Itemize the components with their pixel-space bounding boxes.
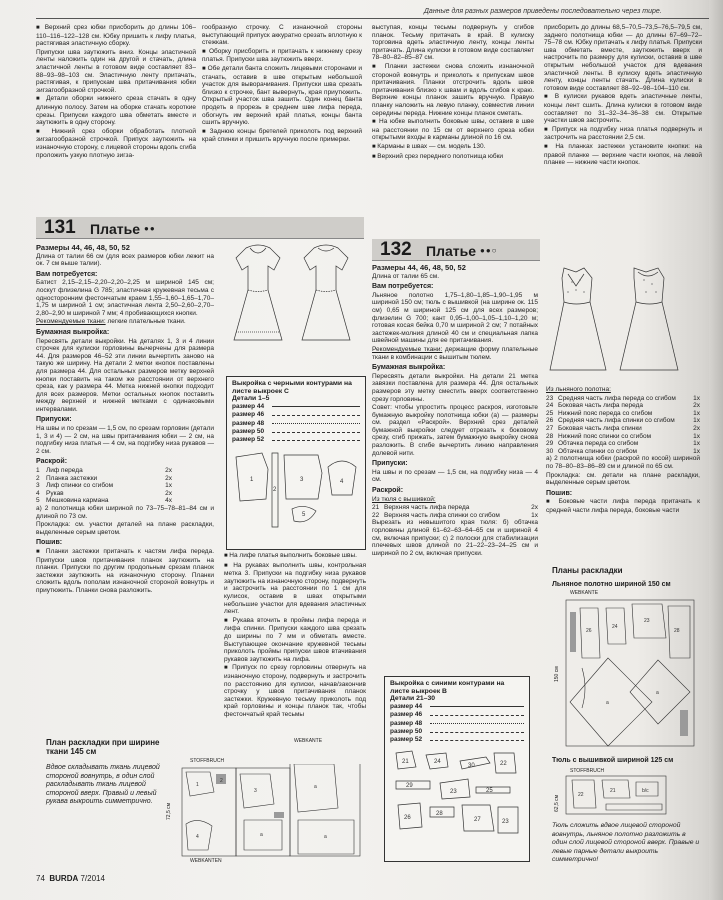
col1-p2: Припуски шва заутюжить вниз. Концы эластичной ленты наложить один на другой и стачать, длина эластичной ленты в готовом виде составляет 83–88–93–98–103 см. Эластичную ленту притачать, растягивая, к припускам шва притачивания юбки зигзагообразной строчкой.	[36, 48, 196, 94]
part-qty: 2x	[531, 504, 538, 512]
model-132-number: 132	[380, 239, 412, 260]
plan-label-edge: WEBKANTE	[294, 738, 323, 744]
size-line-50	[390, 728, 524, 736]
plan2-label-side: 62,5 см	[554, 794, 560, 812]
part-num: 29	[546, 440, 554, 448]
m132-plan2	[552, 768, 696, 818]
part-text: Верхняя часть лифа переда	[384, 504, 470, 512]
size-label: размер 48	[232, 419, 265, 427]
svg-text:26: 26	[404, 814, 411, 821]
size-line-52	[390, 736, 524, 744]
header-rule	[36, 18, 711, 19]
part-text: Лиф переда	[46, 467, 83, 475]
part-num: 4	[36, 489, 40, 497]
col3-p4: ■ Карманы в швах — см. модель 130.	[372, 143, 534, 152]
m132-plan1	[552, 590, 696, 750]
svg-text:3: 3	[300, 476, 304, 483]
part-num: 24	[546, 402, 554, 410]
part-qty: 1x	[693, 447, 700, 455]
model-132-difficulty: ●●○	[480, 246, 498, 255]
svg-text:a: a	[260, 832, 263, 838]
m131-pattern: Пересвять детали выкройки. На деталях 1, 3 и 4 линии строчек для кулиски горловины вычерчены для размера 44. Для размеров 46–52 эти линии вычертить заново на такую же ширину. На детали 2 метки кнопок поставлены для размера 44. Для остальных размеров метку верхней кнопки поставить на таком же расстоянии от верхнего среза, как у размера 44. Метка нижней кнопки подходит для всех размеров. Метки остальных кнопок поставить между верхней и нижней метками с одинаковыми интервалами.	[36, 337, 214, 413]
svg-text:3: 3	[254, 788, 257, 794]
svg-text:28: 28	[674, 628, 680, 634]
m131-part	[36, 482, 172, 490]
part-text: Нижний пояс переда со сгибом	[558, 409, 653, 417]
part-text: Боковая часть лифа спинки	[558, 424, 642, 432]
part-num: 22	[372, 511, 380, 519]
col4-p4: ■ На планках застежки установите кнопки: на правой планке — верхние части кнопок, на левой планке — нижние части кнопок.	[544, 143, 702, 167]
m132-tip: Совет: чтобы упростить процесс раскроя, изготовьте бумажную выкройку полотнища юбки (а) — размеры см. раздел «Раскрой». Верхний срез деталей бумажной выкройки следует отрезать к боковому срезу, сгиб прижать, затем бумажную выкройку снова разложить. В сгибе вычертить линию направления долевой нити.	[372, 404, 538, 457]
m131-part	[36, 467, 172, 475]
plan1-label-top: WEBKANTE	[570, 590, 599, 596]
m131-pieces-diagram	[232, 447, 360, 537]
part-qty: 2x	[165, 489, 172, 497]
m132-linen-head: Из льняного полотна:	[546, 386, 611, 393]
part-text: Обтачка спинки со сгибом	[558, 447, 638, 455]
svg-text:23: 23	[450, 788, 457, 795]
m132-rec: держащие форму плательные ткани в комбинации с вышитым тюлем.	[372, 345, 538, 361]
size-label: размер 50	[232, 428, 265, 435]
col3-p1: выступая, концы тесьмы подвернуть у сгибов планок. Тесьму притачать в край. В кулиску торговина вдеть эластичную ленту, концы ленты притачать. Длина кулиски в готовом виде составляет 78–80–82–85–87 см.	[372, 24, 534, 62]
model-132-header	[372, 239, 540, 261]
model-132-col-a	[372, 264, 538, 664]
model-132-col-b	[546, 386, 700, 562]
col4-p3: ■ Припуск на подгибку низа платья подвернуть и застрочить на расстоянии 2,5 см.	[544, 126, 702, 142]
m131-sew2-4: ■ Припуск по срезу горловины отвернуть на изнаночную сторону, подвернуть и застрочить по расстоянию для кулиски, начав/закончив строчку у швов притачивания планок застежки. Кружевную тесьму приколоть под край горловины и концы планок так, чтобы фестончатый край тесьмы	[224, 664, 366, 718]
m131-sew2-3: ■ Рукава вточить в проймы лифа переда и лифа спинки. Припуски каждого шва срезать до ширины по 7 мм и обметать вместе. Выступающее окончание кружевной тесьмы приколоть проймы припуски швов втачивания рукавов заутюжить на лифа.	[224, 617, 366, 664]
plan-label-bottom: WEBKANTEN	[190, 858, 222, 864]
m132-linen-part	[546, 402, 700, 410]
part-qty: 1x	[693, 417, 700, 425]
part-text: Средняя часть лифа переда со сгибом	[558, 394, 676, 402]
svg-text:24: 24	[612, 624, 618, 630]
m132-need-head: Вам потребуется:	[372, 283, 434, 291]
size-line-44	[390, 703, 524, 711]
m132-sew: ■ Боковые части лифа переда притачать к средней части лифа переда, боковые части	[546, 498, 700, 514]
col1-p3: ■ Детали оборки нижнего среза стачать в одну длинную полосу. Затем на оборке стачать короткие срезы. Припуски каждого шва обметать вместе и заутюжить в одну сторону.	[36, 95, 196, 126]
col1-top	[36, 24, 196, 220]
part-text: Рукав	[46, 489, 64, 497]
m132-tulle-rest: Вырезать из невышитого края тюля: б) обтачка горловины длиной 61–62–63–64–65 см и шириной 4 см, включая припуски; с) 2 полоски для стабилизации плечевых швов длиной по 21–22–23–24–25 см и шириной по 2 см, включая припуски.	[372, 519, 538, 557]
m131-box-title: Выкройка с черными контурами на листе выкроек С	[232, 380, 352, 395]
col1-p4: ■ Нижний срез оборки обработать плотной зигзагообразной строчкой. Припуск заутюжить на изнаночную сторону, с лицевой стороны вдоль сгиба проложить узкую плотную зигза-	[36, 128, 196, 159]
size-label: размер 48	[390, 719, 423, 727]
part-text: Нижний пояс спинки со сгибом	[558, 432, 652, 440]
col3-top	[372, 24, 534, 220]
part-text: Средняя часть лифа спинки со сгибом	[558, 417, 675, 425]
svg-text:2: 2	[220, 778, 223, 784]
m131-length: Длина от талии 66 см (для всех размеров юбки лежит на ок. 7 см выше талии).	[36, 252, 214, 268]
model-131-number: 131	[44, 217, 76, 238]
model-131-col-right	[224, 552, 366, 764]
m132-pattern-box	[384, 676, 530, 862]
m131-part	[36, 497, 172, 505]
size-line-48	[390, 720, 524, 728]
col3-p2: ■ Планки застежки снова сложить изнаночной стороной вовнутрь и приколоть к припускам швов притачивания. Планки отстрочить вдоль швов притачивания близко к швам и вдоль сгибов к краю. Верхние концы планок зашить вручную. Правую планку наложить на левую планку, совместив линии середины переда. Нижние концы планок сметать.	[372, 63, 534, 117]
svg-text:21: 21	[402, 758, 409, 765]
m132-plan-note: Тюль сложить вдвое лицевой стороной вовнутрь, льняное полотно разложить в один слой лицевой стороной вверх. Правые и левые парные детали выкроить симметрично!	[552, 822, 700, 864]
plan2-label-top: STOFFBRUCH	[570, 768, 605, 774]
m132-plan2-svg	[562, 774, 696, 816]
col2-p2: ■ Оборку присборить и притачать к нижнему срезу платья. Припуски шва заутюжить вверх.	[202, 48, 362, 64]
model-131-sketch	[228, 240, 364, 350]
m131-cutting-plan	[166, 738, 364, 866]
brand-name: BURDA	[49, 874, 79, 883]
svg-text:26: 26	[586, 628, 592, 634]
plan-label-side: 72,5 см	[166, 802, 172, 820]
issue-number: 7/2014	[80, 874, 105, 883]
col2-p4: ■ Заднюю концы бретелей приколоть под верхний край спинки и пришить вручную после примерки.	[202, 128, 362, 144]
plan1-label-side: 150 см	[554, 666, 560, 682]
m132-plan2-title: Тюль с вышивкой шириной 125 см	[552, 757, 674, 764]
model-131-col-left	[36, 244, 214, 684]
svg-text:a: a	[656, 690, 659, 696]
model-131-difficulty: ●●	[144, 224, 156, 233]
m131-box-parts: Детали 1–5	[232, 395, 270, 403]
size-label: размер 50	[390, 728, 423, 735]
part-num: 5	[36, 497, 40, 505]
m132-pattern-head: Бумажная выкройка:	[372, 364, 446, 372]
m132-box-title: Выкройка с синими контурами на листе выкроек В	[390, 680, 505, 695]
svg-text:24: 24	[434, 758, 441, 765]
m131-allow-head: Припуски:	[36, 416, 72, 424]
svg-text:22: 22	[578, 792, 584, 798]
model-132-title: Платье	[426, 243, 476, 259]
m131-pattern-box	[226, 376, 366, 550]
part-qty: 2x	[693, 424, 700, 432]
part-num: 27	[546, 424, 554, 432]
svg-text:25: 25	[486, 787, 493, 794]
m131-sew1: ■ Планки застежки притачать к частям лифа переда. Припуски швов притачивания планок заутюжить на планки. Припуски по другим продольным срезам планок застежки заутюжить на изнаночную сторону. Планки сложить вдоль пополам изнаночной стороной вовнутрь и приутюжить. Планки снова разложить.	[36, 548, 214, 595]
m131-need-head: Вам потребуется:	[36, 270, 98, 278]
svg-text:23: 23	[644, 618, 650, 624]
m132-linen-a: а) 2 полотнища юбки (раскрой по косой) шириной по 78–80–83–86–89 см и длиной по 65 см.	[546, 455, 700, 470]
svg-text:21: 21	[610, 788, 616, 794]
model-131-title: Платье	[90, 221, 140, 237]
part-num: 26	[546, 417, 554, 425]
svg-text:b/c: b/c	[642, 788, 649, 794]
part-num: 25	[546, 409, 554, 417]
m131-sizes: Размеры 44, 46, 48, 50, 52	[36, 244, 130, 252]
header-note: Данные для разных размеров приведены последовательно через тире.	[424, 8, 662, 15]
m131-part	[36, 490, 172, 498]
m131-rec: легкие плательные ткани.	[107, 318, 186, 326]
part-qty: 1x	[693, 409, 700, 417]
m132-plan1-svg	[562, 598, 696, 748]
model-131-header	[36, 217, 364, 239]
m132-box-parts: Детали 21–30	[390, 695, 436, 703]
m131-pattern-head: Бумажная выкройка:	[36, 328, 110, 336]
size-label: размер 44	[232, 402, 265, 410]
col3-p5: ■ Верхний срез переднего полотнища юбки	[372, 153, 534, 162]
part-qty: 1x	[531, 511, 538, 519]
size-label: размер 46	[232, 411, 265, 419]
m132-sizes: Размеры 44, 46, 48, 50, 52	[372, 264, 466, 272]
m131-plan-svg	[174, 764, 364, 860]
part-text: Верхняя часть лифа спинки со сгибом	[384, 511, 500, 519]
m132-length: Длина от талии 65 см.	[372, 272, 440, 280]
plan-label-top: STOFFBRUCH	[190, 758, 225, 764]
svg-text:22: 22	[500, 760, 507, 767]
part-text: Боковая часть лифа переда	[558, 402, 643, 410]
size-line-46	[232, 411, 360, 419]
part-num: 21	[372, 504, 380, 512]
size-label: размер 44	[390, 702, 423, 710]
size-line-50	[232, 428, 360, 436]
svg-text:a: a	[324, 834, 327, 840]
m131-plan-title: План раскладки при ширине ткани 145 см	[46, 738, 160, 756]
m132-linen-part	[546, 395, 700, 403]
part-qty: 2x	[693, 402, 700, 410]
svg-text:a: a	[314, 784, 317, 790]
page-number: 74	[36, 874, 45, 883]
m131-allow: На швы и по срезам — 1,5 см, по срезам горловин (детали 1, 3 и 4) — 2 см, на швы притачивания юбки — 2 см, на подгибку низа платья — 4 см, на подгибку низа рукавов — 2 см.	[36, 425, 214, 455]
svg-text:23: 23	[502, 818, 509, 825]
part-qty: 1x	[165, 482, 172, 490]
m132-linen-part	[546, 417, 700, 425]
part-qty: 1x	[693, 432, 700, 440]
col2-top	[202, 24, 362, 220]
m132-linen-pr: Прокладка: см. детали на плане раскладки, выделенные серым цветом.	[546, 471, 700, 487]
svg-text:1: 1	[196, 782, 199, 788]
m132-cut-head: Раскрой:	[372, 487, 404, 495]
svg-text:30: 30	[468, 762, 475, 769]
m131-rec-head: Рекомендуемые ткани:	[36, 318, 106, 326]
col2-p1: гообразную строчку. С изнаночной стороны выступающий припуск аккуратно срезать вплотную к стежкам.	[202, 24, 362, 47]
size-label: размер 46	[390, 711, 423, 719]
svg-text:1: 1	[250, 476, 254, 483]
m132-pattern: Пересвять детали выкройки. На детали 21 метка завязки поставлена для размера 44. Для остальных размеров эту метку сместить вверх соответственно срезу горловины.	[372, 372, 538, 403]
size-line-46	[390, 711, 524, 719]
m131-cut-a: а) 2 полотнища юбки шириной по 73–75–78–81–84 см и длиной по 73 см.	[36, 505, 214, 520]
part-text: Планка застежки	[46, 474, 98, 482]
m132-tulle-part	[372, 504, 538, 512]
svg-text:29: 29	[406, 782, 413, 789]
svg-text:4: 4	[340, 478, 344, 485]
part-qty: 2x	[165, 467, 172, 475]
m132-linen-part	[546, 440, 700, 448]
m132-plans-head: Планы раскладки	[552, 566, 623, 575]
part-text: Обтачка переда со сгибом	[558, 440, 639, 448]
m132-pieces-diagram	[390, 747, 524, 843]
part-num: 23	[546, 394, 554, 402]
part-text: Лиф спинки со сгибом	[46, 482, 114, 490]
m131-need: Батист 2,15–2,15–2,20–2,20–2,25 м шириной 145 см; лоскут флизелина G 785; эластичная кружевная тесьма с односторонним фестончатым краем 1,55–1,60–1,65–1,70–1,75 м шириной 1 см; эластичная лента 2,50–2,60–2,70–2,80–2,90 м шириной 7 мм; 4 пробивающихся кнопки.	[36, 279, 214, 317]
page-footer	[36, 874, 105, 883]
m131-sew2-2: ■ На рукавах выполнить швы, контрольная метка 3. Припуски на подгибку низа рукавов заутюжить на изнаночную сторону, подвернуть и застрочить на расстоянии по 1 см для кулисок, оставив в швах открытыми небольшие участки для вдевания эластичных лент.	[224, 562, 366, 616]
m132-plan1-title: Льняное полотно шириной 150 см	[552, 581, 671, 588]
svg-text:28: 28	[436, 810, 443, 817]
part-num: 2	[36, 474, 40, 482]
col4-p2: ■ В кулиски рукавов вдеть эластичные ленты, концы лент сшить. Длина кулиски в готовом виде составляет по 31–32–34–36–38 см. Открытые участки швов застрочить.	[544, 93, 702, 124]
svg-text:a: a	[606, 700, 609, 706]
m132-sew-head: Пошив:	[546, 489, 573, 497]
size-label: размер 52	[390, 736, 423, 744]
part-num: 1	[36, 467, 40, 475]
m131-cut-pr: Прокладка: см. участки деталей на плане раскладки, выделенные серым цветом.	[36, 521, 214, 536]
part-qty: 1x	[693, 394, 700, 402]
m132-allow-head: Припуски:	[372, 460, 408, 468]
svg-text:2: 2	[273, 486, 277, 493]
part-num: 28	[546, 432, 554, 440]
size-line-52	[232, 436, 360, 444]
col4-p1: присборить до длины 68,5–70,5–73,5–76,5–79,5 см, заднего полотнища юбки — до длины 67–69–72–75–78 см. Юбку притачать к лифу платья. Припуски шва обметать вместе, заутюжить вверх и настрочить по размеру для кулиски, оставив в шве открытым небольшой участок для вдевания эластичной ленты. В кулиску вдеть эластичную ленту, концы ленты стачать. Длина кулиски в готовом виде составляет 88–92–98–104–110 см.	[544, 24, 702, 92]
svg-text:5: 5	[302, 511, 306, 518]
m131-sew-head: Пошив:	[36, 539, 63, 547]
size-line-44	[232, 403, 360, 411]
m131-plan-note: Вдвое складывать ткань лицевой стороной вовнутрь, в один слой раскладывать ткань лицевой стороной вверх. Правый и левый рукава выкроить симметрично.	[46, 764, 160, 806]
part-qty: 4x	[165, 497, 172, 505]
m132-tulle-head: Из тюля с вышивкой:	[372, 495, 436, 503]
svg-text:27: 27	[474, 816, 481, 823]
part-num: 30	[546, 447, 554, 455]
model-132-sketch	[546, 262, 696, 380]
svg-text:4: 4	[196, 834, 199, 840]
part-text: Мешковина кармана	[46, 497, 109, 505]
m131-cut-head: Раскрой:	[36, 458, 68, 466]
col3-p3: ■ На юбке выполнить боковые швы, оставив в шве на расстоянии по 15 см от верхнего среза юбки открытыми входы в карманы длиной по 16 см.	[372, 118, 534, 142]
size-line-48	[232, 420, 360, 428]
page-edge-shadow	[709, 0, 723, 900]
m131-sew2-1: ■ На лифе платья выполнить боковые швы.	[224, 552, 366, 561]
m132-linen-part	[546, 425, 700, 433]
size-label: размер 52	[232, 436, 265, 444]
m132-need: Льняное полотно 1,75–1,80–1,85–1,90–1,95 м шириной 150 см; тюль с вышивкой (на ширине ок. 115 см) 0,65 м шириной 125 см для всех размеров; флизелин G 700; кант 0,95–1,00–1,05–1,10–1,20 м; готовая косая бейка 0,70 м шириной 2 см; 7 потайных застежек-молния длиной 40 см и специальная лапка швейной машины для ее притачивания.	[372, 291, 538, 345]
col4-top	[544, 24, 702, 224]
col2-p3: ■ Обе детали банта сложить лицевыми сторонами и стачать, оставив в шве открытым небольшой участок для выворачивания. Припуски шва срезать близко к строчке, бант вывернуть, края приутюжить. Открытый участок шва зашить. Один конец банта продеть в прорезь в среднем шве лифа переда, обогнуть им верхний край платья, концы банта сшить вручную.	[202, 65, 362, 127]
m132-rec-head: Рекомендуемые ткани:	[372, 345, 443, 353]
m132-allow: На швы и по срезам — 1,5 см, на подгибку низа — 4 см.	[372, 468, 538, 484]
part-qty: 1x	[693, 440, 700, 448]
part-num: 3	[36, 482, 40, 490]
part-qty: 2x	[165, 474, 172, 482]
col1-p1: ■ Верхний срез юбки присборить до длины 106–110–116–122–128 см. Юбку пришить к лифу платья, растягивая эластичную сборку.	[36, 24, 196, 48]
